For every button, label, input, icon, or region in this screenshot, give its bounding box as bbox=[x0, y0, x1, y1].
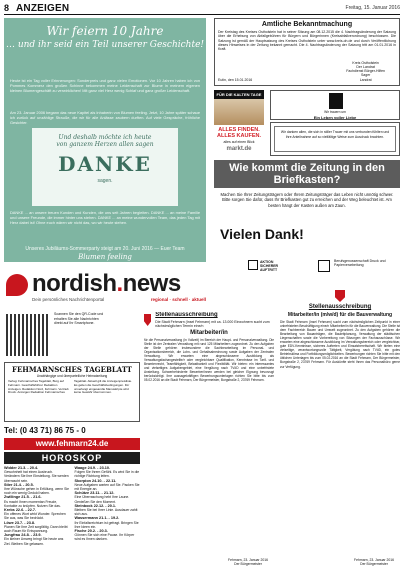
qr-code-icon bbox=[6, 314, 48, 356]
notice-location: Eutin, den 15.01.2016 bbox=[218, 78, 253, 82]
horoscope-entry bbox=[4, 533, 70, 546]
job-ad-position: Mitarbeiter/in bbox=[190, 330, 228, 336]
official-notice bbox=[214, 18, 400, 86]
signature-line: Der Bürgermeister bbox=[360, 561, 388, 566]
horoscope-title: HOROSKOP bbox=[4, 452, 140, 464]
signature-line: Fachdienst Bürger-Hilfen bbox=[346, 69, 385, 74]
signature-line: Sager bbox=[360, 73, 371, 78]
anniversary-subheadline: … und ihr seid ein Teil unserer Geschichte! bbox=[5, 40, 205, 50]
horoscope-entry bbox=[4, 521, 70, 534]
sign-name: Schütze 23.11. - 21.12. bbox=[74, 491, 115, 496]
paper-subtitle: Unabhängige und überparteiliche Heimatzeitung bbox=[36, 374, 108, 378]
sign-name: Stier 21.4. - 20.5. bbox=[4, 482, 34, 487]
signature-line: Landrat bbox=[359, 77, 372, 82]
aktion-logo-icon bbox=[248, 260, 258, 270]
sign-text: Es macht Ihnen momentan Freude, Kontakte zu knüpfen. Nutzen Sie das. bbox=[4, 499, 61, 508]
shop-name: Blumen feeling bbox=[78, 253, 132, 261]
job-ad-heading bbox=[155, 312, 274, 328]
horoscope-entry bbox=[75, 479, 141, 492]
thank-you-line: von ganzem Herzen allen sagen bbox=[56, 141, 154, 148]
signature-line: Fehmarn, 23. Januar 2016 bbox=[354, 557, 394, 562]
mailbox-thanks: Vielen Dank! bbox=[220, 226, 304, 242]
sign-text: Gönnen Sie sich eine Pause. Ihr Körper wird es Ihnen danken. bbox=[74, 533, 135, 542]
thanks-text: Wir danken allen, die sich in stiller Trauer mit uns verbunden fühlten und ihre Anteilnahme auf so vielfältige Weise zum Ausdruck brachten. bbox=[274, 126, 396, 152]
obituary-line: Ein Leben voller Liebe bbox=[313, 114, 357, 120]
sign-text: Ihr Einfallsreichtum ist gefragt. Bringen Sie Ihre Ideen ein. bbox=[74, 520, 139, 529]
signature-line: Der Bürgermeister bbox=[234, 561, 262, 566]
bg-logo-text: Berufsgenossenschaft Druck und Papierverarbeitung bbox=[334, 259, 386, 268]
sign-text: Folgen Sie Ihrem Gefühl. Es wird Sie in die richtige Richtung leiten. bbox=[74, 470, 140, 479]
signature-line: Fehmarn, 23. Januar 2016 bbox=[228, 557, 268, 562]
anniversary-ad bbox=[4, 18, 206, 262]
nordish-tagline: Dein persönliches Nachrichtenportal bbox=[32, 297, 105, 302]
job-ad-signature bbox=[228, 558, 268, 566]
notice-text: Der Kreistag des Kreises Ostholstein hat in seiner Sitzung am 08.12.2015 die 4. Nachtragsänderung der Satzung über die Erhebung von Abfallgebühren für Bürgern und Bürgerinnen (Kreisabfallverordnung) beschlossen. Die Satzung ist gemäß der Hauptsatzung des Kreises Ostholstein unter www.kreis-oh.de und durch Veröffentlichung dieses Hinweises in der Zeitung bekannt gemacht. Die 4. Nachtragsänderung der Satzung tritt am 01.01.2016 in Kraft. bbox=[218, 30, 396, 52]
anniversary-paragraph: DANKE ... an unsere treuen Kunden und Kunden, die uns seit Jahren begleiten. DANKE ... an meine Familie und unsere Freunde, die immer hinter uns stehen. DANKE ... an meine wundervollen Team, das jeden Tag mit Herz dabei ist! Ohne euch wären wir nicht das, wo wir heute stehen. bbox=[10, 210, 200, 226]
issue-date: Freitag, 15. Januar 2016 bbox=[345, 5, 400, 11]
qr-caption: Scannen Sie den QR-Code und erhalten Sie alle Nachrichten direkt auf Ihr Smartphone. bbox=[54, 312, 104, 325]
anniversary-footer: Unseres Jubiläums-Sommerparty steigt am 20. Juni 2016 — Euer Team bbox=[25, 246, 185, 252]
markt-ad-head: FÜR DIE KALTEN TAGE bbox=[214, 90, 264, 99]
notice-signature bbox=[346, 61, 385, 82]
nordish-name bbox=[32, 270, 181, 298]
sign-name: Jungfrau 24.8. - 23.9. bbox=[4, 533, 42, 538]
markt-ad-slogan: ALLES FINDEN. ALLES KAUFEN. bbox=[217, 127, 261, 139]
city-crest-icon bbox=[144, 314, 151, 326]
anniversary-paragraph: Heute ist ein Tag voller Erinnerungen: Sonderpreis und ganz vielen Emotionen. Vor 10 Jahren haben ich von Pommes Kommerz den großen Schinne bekommen meine Leidenschaft zur Blume in meinem eigenen kleinen Blumengeschäft zu verwirklichen! Mit ganz viel Herz wenig Schlaf und ganz großer Leidenschaft. bbox=[10, 78, 200, 94]
markt-ad-small: alles auf einen Blick bbox=[223, 140, 255, 144]
sign-text: Ein kleiner Umweg bringt Sie heute ans Ziel. Bleiben Sie gelassen. bbox=[4, 537, 64, 546]
sign-text: Ihre Wünsche gehen in Erfüllung, wenn Sie noch ein wenig Geduld haben. bbox=[4, 487, 70, 496]
markt-logo: markt.de bbox=[226, 146, 252, 152]
job-ad-signature bbox=[354, 558, 394, 566]
horoscope-entry bbox=[75, 516, 141, 529]
job-ad-personnel bbox=[144, 312, 274, 568]
nordish-tagline-2: regional · schnell · aktuell bbox=[150, 297, 206, 302]
markt-ad-image bbox=[214, 99, 264, 125]
horoscope-entry bbox=[75, 466, 141, 479]
horoscope-entry bbox=[4, 495, 70, 508]
masthead bbox=[4, 3, 400, 15]
mailbox-logos bbox=[218, 256, 396, 282]
sign-name: Waage 24.9. - 23.10. bbox=[74, 466, 111, 470]
aktion-logo-text: AKTION SICHERER AUFTRITT bbox=[260, 260, 279, 272]
thank-you-card bbox=[32, 128, 178, 206]
phone-number: Tel: (0 43 71) 86 75 - 0 bbox=[4, 426, 86, 435]
impressum-body: Verlag: Fehmarnsches Tageblatt, Burg auf Fehmarn. Geschäftsführer Redaktion Anzeigen. Redaktion Nord, Fehmarn. Vertrieb Druck. Anzeigen Redaktion Fehmarnsches Tageblatt. Aktuell gilt die Anzeigenpreisliste. Es gelten die Geschäftsbedingungen. Für unverlangt eingesandte Manuskripte wird keine Gewähr übernommen. bbox=[8, 379, 133, 395]
job-ad-body: Die Stadt Fehmarn (Insel Fehmarn) sucht zum nächstmöglichen Zeitpunkt in einer unbefristeten Beschäftigung eine/n Mitarbeiter/in für die Bauverwaltung. Die Stelle ist dem Fachbereich Bauen und Umwelt zugeordnet. Zu den Aufgaben gehören die Bearbeitung von Bauanträgen, die Bauleitplanung, Verwaltung der städtischen Liegenschaften sowie die Vorbereitung von Sitzungen der Fachausschüsse. Wir erwarten eine abgeschlossene Ausbildung im Verwaltungsbereich oder vergleichbar, gute EDV-Kenntnisse, sicheres Auftreten und Einsatzbereitschaft. Wir bieten eine vielseitige, verantwortungsvolle Tätigkeit, Vergütung nach TVöD, ein gutes Betriebsklima und Fortbildungsmöglichkeiten. Bewerbungen richten Sie bitte mit den üblichen Unterlagen bis zum 05.02.2016 an die Stadt Fehmarn, Der Bürgermeister, Burgstraße 2, 23769 Fehmarn. Für Auskünfte steht Ihnen das Personalbüro gerne zur Verfügung. bbox=[280, 320, 400, 369]
job-ad-position: Mitarbeiter/in (m/w/d) für die Bauverwaltung bbox=[287, 312, 393, 318]
website-banner[interactable]: www.fehmarn24.de bbox=[4, 438, 140, 450]
markt-ad bbox=[214, 90, 264, 156]
job-ad-title: Stellenausschreibung bbox=[308, 304, 372, 310]
sign-text: Gewohnheit hat einen Ausbruch. Verändern Sie Ihre Einstellung. Sie werden überrascht sein. bbox=[4, 470, 69, 483]
page-number: 8 bbox=[4, 3, 10, 13]
job-ad-body: für die Personalverwaltung (in Vollzeit) im Bereich der Haupt- und Personalverwaltung. Die Stelle ist der Zentralen Verwaltung mit rund 125 Mitarbeitern zugeordnet. Zu den Aufgaben der Stelle gehören insbesondere die Sachbearbeitung im Personal- und Organisationsbereich, die Lohn- und Gehaltsabrechnung sowie Aufgaben der Zentralen Verwaltung. Wir erwarten: eine abgeschlossene Ausbildung als Verwaltungsfachangestellte/r oder vergleichbare Qualifikation, Kenntnisse im Tarif- und Beamtenrecht, Teamfähigkeit, Belastbarkeit und Flexibilität. Wir bieten: ein interessantes und vielseitiges Aufgabengebiet, eine Vergütung nach TVöD und eine unbefristete Anstellung. Schwerbehinderte Bewerber/innen werden bei gleicher Eignung bevorzugt berücksichtigt. Ihre aussagekräftigen Bewerbungsunterlagen richten Sie bitte bis zum 05.02.2016 an die Stadt Fehmarn, Der Bürgermeister, Burgstraße 2, 23769 Fehmarn. bbox=[144, 338, 274, 383]
sign-name: Skorpion 24.10. - 22.11. bbox=[74, 478, 117, 483]
thank-you-small: sagen. bbox=[97, 178, 113, 184]
sign-name: Zwillinge 21.5. - 21.6. bbox=[4, 495, 42, 500]
qr-code bbox=[4, 312, 50, 358]
nordish-name-b: news bbox=[122, 270, 181, 297]
job-ad-title: Stellenausschreibung bbox=[155, 312, 218, 318]
signature-line: Kreis Ostholstein bbox=[352, 60, 379, 65]
bg-logo-icon bbox=[318, 260, 330, 272]
thanks-ad bbox=[270, 122, 400, 156]
horoscope-entry bbox=[4, 466, 70, 483]
impressum bbox=[4, 362, 140, 422]
nordish-name-dot: . bbox=[116, 270, 123, 297]
horoscope-entry bbox=[75, 529, 141, 542]
sign-name: Steinbock 22.12. - 20.1. bbox=[74, 503, 117, 508]
signature-line: Der Landrat bbox=[356, 64, 375, 69]
sign-text: Eine Überraschung hebt Ihre Laune. Genießen Sie den Moment. bbox=[74, 495, 130, 504]
sign-name: Krebs 22.6. - 22.7. bbox=[4, 508, 37, 513]
sign-name: Wassermann 21.1. - 19.2. bbox=[74, 516, 120, 521]
nordish-name-a: nordish bbox=[32, 270, 117, 297]
job-ad-intro: Die Stadt Fehmarn (Insel Fehmarn) mit ca. 13.000 Einwohnern sucht zum nächstmöglichen Termin eine/n bbox=[155, 320, 270, 328]
sign-name: Widder 21.3. - 20.4. bbox=[4, 466, 39, 470]
horoscope-columns bbox=[4, 466, 140, 568]
sign-text: Planen Sie Ihre Zeit sorgfältig. Dann bleibt auch Raum für Entspannung. bbox=[4, 524, 68, 534]
horoscope-entry bbox=[4, 483, 70, 496]
job-ad-building bbox=[280, 290, 400, 568]
horoscope-entry bbox=[4, 508, 70, 521]
mailbox-headline: Wie kommt die Zeitung in den Briefkasten? bbox=[214, 160, 400, 188]
horoscope-entry bbox=[75, 491, 141, 504]
aktion-logo bbox=[248, 260, 288, 278]
thank-you-line: Und deshalb möchte ich heute bbox=[58, 134, 152, 141]
notice-title: Amtliche Bekanntmachung bbox=[261, 21, 353, 28]
candle-icon bbox=[329, 93, 343, 109]
nordish-logo-icon bbox=[6, 274, 28, 296]
section-title: ANZEIGEN bbox=[16, 3, 70, 14]
nordish-news-banner bbox=[4, 268, 206, 308]
sign-text: Ein offenes Wort wirkt Wunder. Sprechen Sie aus, was Sie bedrückt. bbox=[4, 512, 66, 521]
horoscope-entry bbox=[75, 504, 141, 517]
anniversary-headline: Wir feiern 10 Jahre bbox=[46, 24, 164, 38]
paper-title: FEHMARNSCHES TAGEBLATT bbox=[11, 365, 132, 374]
sign-text: Bleiben Sie bei Ihrer Linie. Ausdauer zahlt sich aus. bbox=[74, 508, 138, 517]
sign-name: Fische 20.2. - 20.3. bbox=[74, 529, 108, 534]
job-ad-header bbox=[144, 312, 274, 328]
obituary-ad bbox=[270, 90, 400, 120]
mailbox-ad bbox=[214, 160, 400, 286]
city-crest-icon bbox=[335, 290, 345, 302]
obituary-line: Wir trauern um bbox=[324, 110, 346, 114]
anniversary-paragraph: Am 23. Januar 2006 begann das neue Kapitel als Inhaberin von Blumen feeling. Jetzt, 10 Jahre später schaue ich zurück auf unzählige Strauße, die wir für alle Anlässe zaubern durften. Auf viele Gespräche, fröhliche Gesichter. bbox=[10, 110, 200, 126]
sign-text: Neue Aufgaben warten auf Sie. Packen Sie mit Energie an. bbox=[74, 482, 140, 492]
mailbox-text: Machen Sie Ihrer Zeitungsträgern oder Ihrem Zeitungsträger das Leben nicht unnötig schwer. Bitte sorgen Sie dafür, dass Ihr Briefkasten gut zu erreichen und der Weg beleuchtet ist. Am besten hängt der Kasten außen am Zaun. bbox=[220, 192, 394, 208]
sign-name: Löwe 23.7. - 23.8. bbox=[4, 520, 36, 525]
thank-you-word: DANKE bbox=[58, 152, 152, 176]
